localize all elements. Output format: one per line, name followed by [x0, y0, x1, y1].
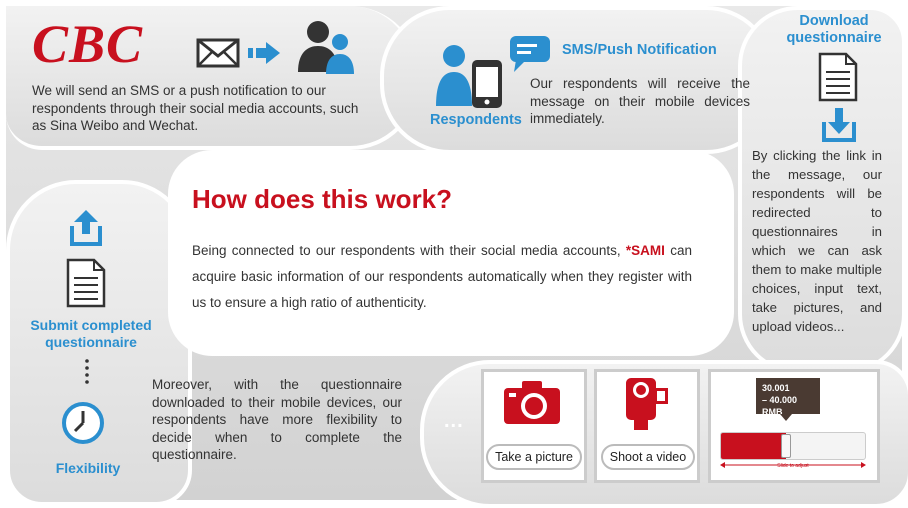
- slider-value-line1: 30.001: [762, 383, 790, 393]
- people-icon: [296, 20, 356, 74]
- arrow-right-icon: [248, 40, 282, 66]
- slider-fill: [721, 433, 786, 459]
- center-text-after: can acquire basic information of our respondents automatically when they register with us to ensure a high ratio of authenticity.: [192, 243, 692, 310]
- clock-icon: [60, 400, 106, 446]
- upload-icon: [68, 208, 104, 248]
- slider-value-line2: – 40.000 RMB: [762, 395, 798, 417]
- slider-handle[interactable]: [781, 434, 791, 458]
- phone-icon: [470, 58, 504, 110]
- download-description: By clicking the link in the message, our respondents will be redirected to questionnaires in which we can ask them to make multiple choices, input text, take pictures, and upload videos...: [752, 148, 882, 334]
- video-camera-icon: [622, 376, 670, 432]
- flexibility-description: Moreover, with the questionnaire downloaded to their mobile devices, our respondents have more flexibility to decide when to complete the questionnaire.: [152, 377, 402, 462]
- cbc-logo: CBC: [32, 14, 144, 74]
- slider-value-tooltip: [756, 378, 820, 417]
- tooltip-pointer: [780, 414, 792, 421]
- center-text-before: Being connected to our respondents with their social media accounts,: [192, 243, 621, 258]
- vertical-dots-divider: [84, 358, 90, 386]
- ellipsis-indicator: ...: [444, 410, 464, 432]
- flexibility-label: Flexibility: [55, 460, 121, 476]
- camera-icon: [502, 378, 562, 426]
- envelope-icon: [196, 38, 240, 68]
- page-title: How does this work?: [192, 184, 453, 214]
- notification-description: Our respondents will receive the message on their mobile devices immediately.: [530, 76, 750, 126]
- sami-highlight: *SAMI: [625, 243, 665, 258]
- download-title: Download questionnaire: [786, 13, 882, 46]
- document-icon: [818, 52, 858, 102]
- sms-description: We will send an SMS or a push notification to our respondents through their social media accounts, such as Sina Weibo and Wechat.: [32, 83, 359, 133]
- download-icon: [820, 106, 858, 144]
- take-picture-button[interactable]: Take a picture: [486, 444, 582, 470]
- slider-hint: Slide to adjust: [777, 463, 809, 469]
- center-description: [192, 238, 692, 316]
- shoot-video-button[interactable]: Shoot a video: [601, 444, 695, 470]
- submit-label: Submit completed questionnaire: [30, 317, 152, 350]
- slider-track[interactable]: [720, 432, 866, 460]
- document-icon: [66, 258, 106, 308]
- respondents-label: Respondents: [430, 112, 522, 128]
- notification-title: SMS/Push Notification: [562, 42, 717, 58]
- chat-bubble-icon: [508, 34, 552, 74]
